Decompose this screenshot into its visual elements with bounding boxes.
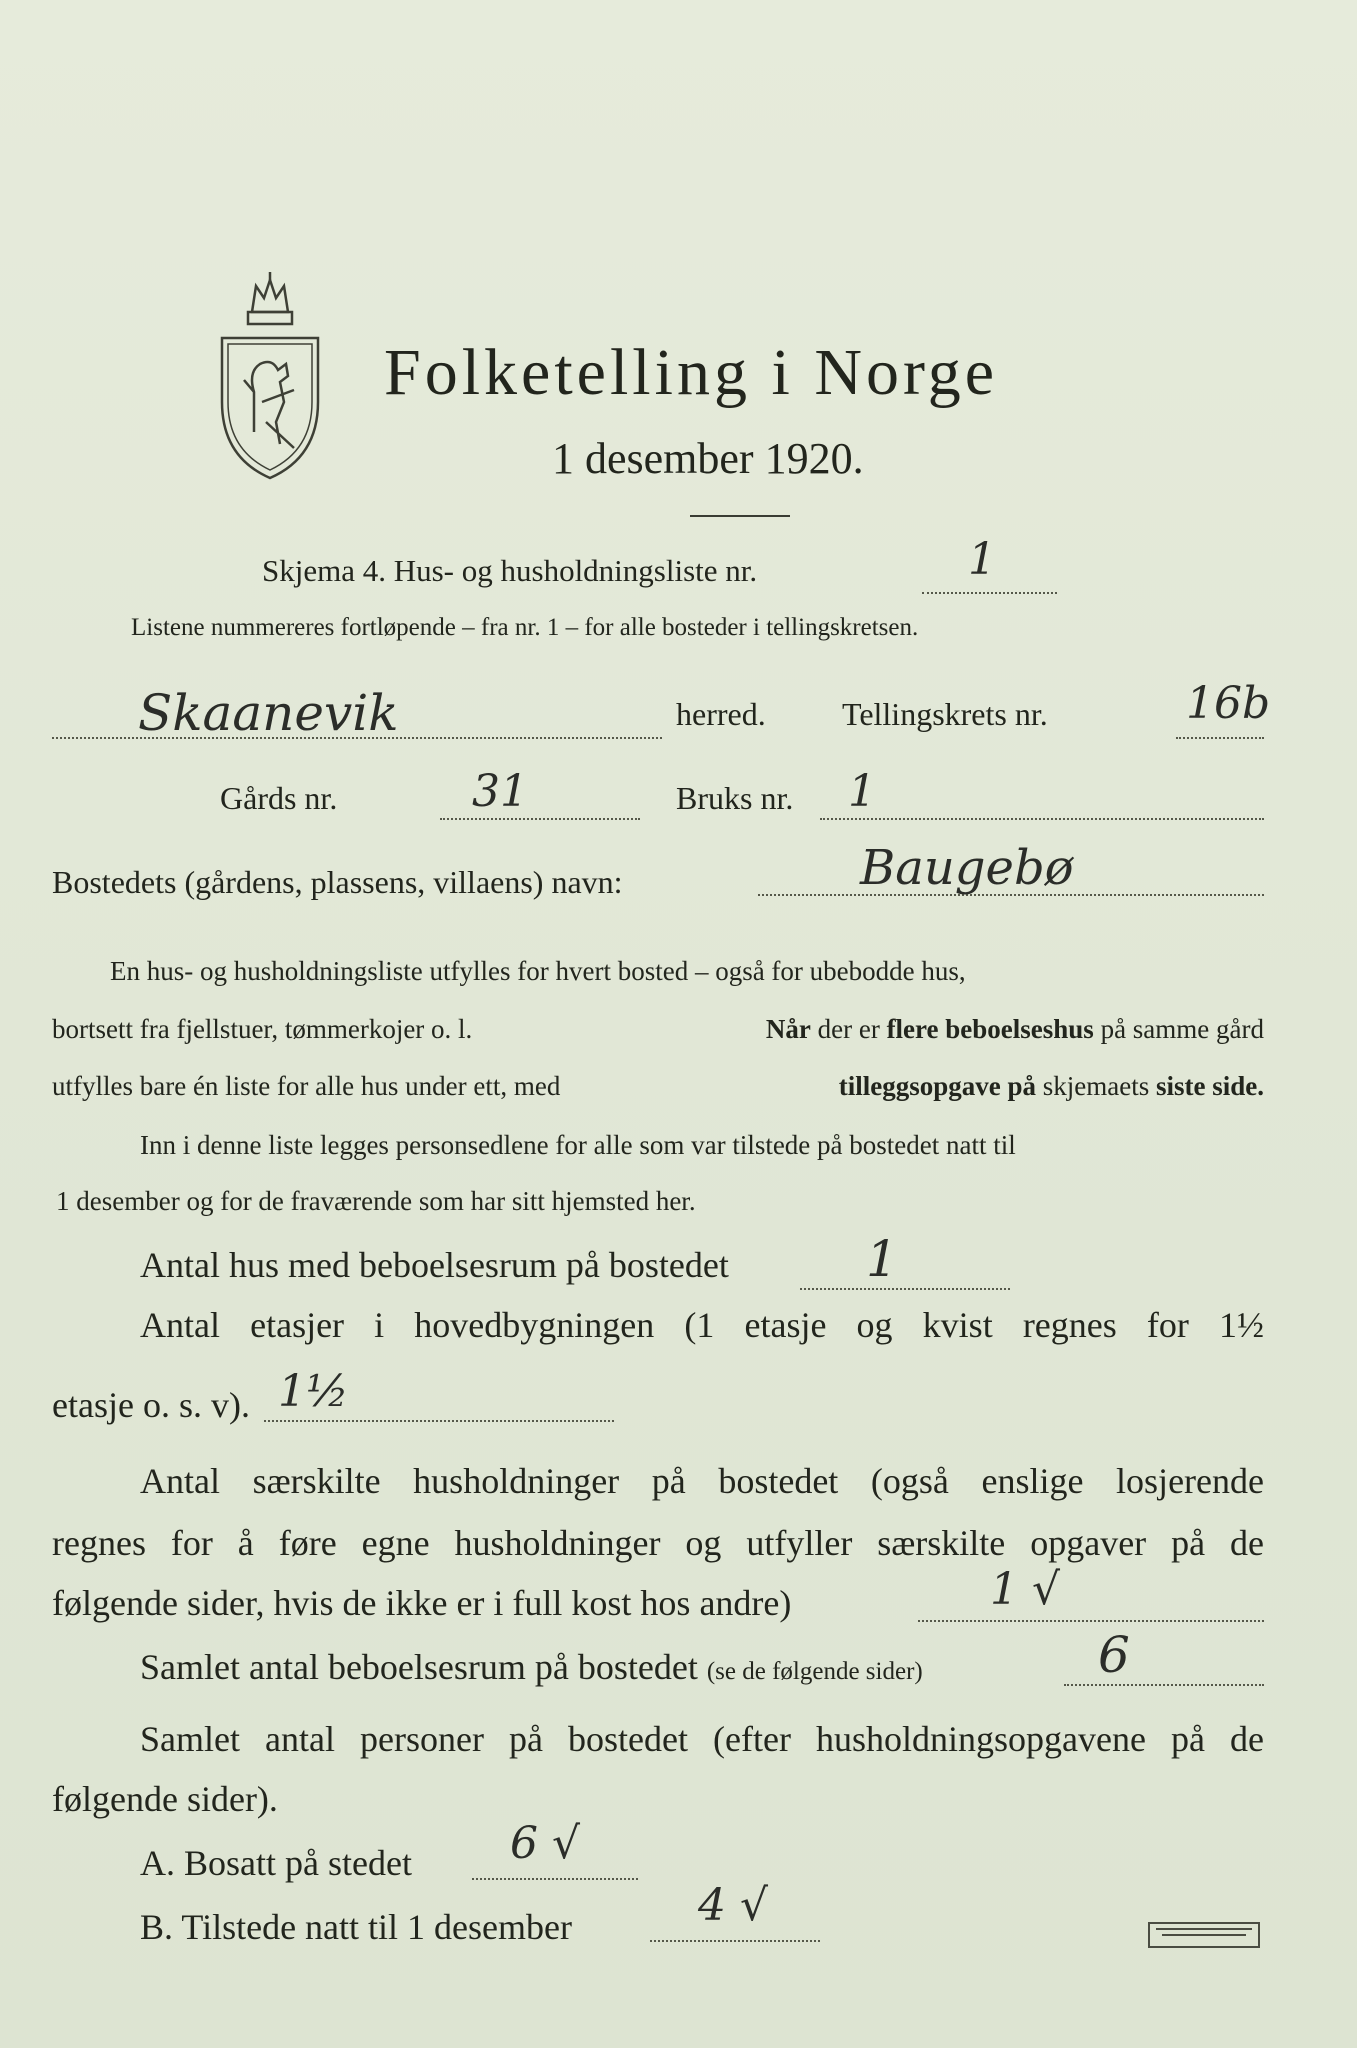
tilstede-dotted-line — [650, 1940, 820, 1942]
title-divider — [690, 515, 790, 517]
husholdninger-line1 — [140, 1460, 1264, 1502]
printer-stamp — [1148, 1922, 1260, 1948]
gards-label: Gårds nr. — [220, 780, 338, 816]
instruction-p1-line1 — [110, 956, 1264, 987]
bosted-label: Bostedets (gårdens, plassens, villaens) navn: — [52, 864, 623, 900]
instruction-text: bortsett fra fjellstuer, tømmerkojer o. l. — [52, 1014, 473, 1044]
etasjer-line2: etasje o. s. v). — [52, 1385, 250, 1425]
bosatt-dotted-line — [472, 1878, 638, 1880]
instruction-text: Inn i denne liste legges personsedlene for alle som var tilstede på bostedet natt til — [140, 1130, 1016, 1160]
bruks-label: Bruks nr. — [676, 780, 794, 816]
skjema-note: Listene nummereres fortløpende – fra nr. 1 – for alle bosteder i tellingskretsen. — [131, 614, 919, 641]
rum-dotted-line — [1064, 1684, 1264, 1686]
census-date: 1 desember 1920. — [552, 434, 864, 483]
hus-label: Antal hus med beboelsesrum på bostedet — [140, 1245, 729, 1285]
hus-dotted-line — [800, 1288, 1010, 1290]
instruction-text: der er — [817, 1014, 880, 1044]
instruction-bold: flere beboelseshus — [886, 1014, 1094, 1044]
etasjer-dotted-line — [264, 1420, 614, 1422]
bruks-value: 1 — [848, 766, 876, 817]
husholdninger-text: regnes for å føre egne husholdninger og utfyller særskilte opgaver på de — [52, 1523, 1264, 1563]
bruks-dotted-line — [820, 818, 1264, 820]
husholdninger-dotted-line — [918, 1620, 1264, 1622]
gards-dotted-line — [440, 818, 640, 820]
rum-value: 6 — [1098, 1626, 1130, 1684]
tellingskrets-dotted-line — [1176, 737, 1264, 739]
instruction-text: En hus- og husholdningsliste utfylles for hvert bosted – også for ubebodde hus, — [110, 956, 966, 986]
rum-label — [140, 1646, 923, 1688]
husholdninger-line2 — [52, 1522, 1264, 1564]
instruction-text: skjemaets — [1042, 1071, 1150, 1101]
bosatt-label: A. Bosatt på stedet — [140, 1843, 412, 1883]
husholdninger-text: Antal særskilte husholdninger på bostedet (også enslige losjerende — [140, 1461, 1264, 1501]
instruction-text: utfylles bare én liste for alle hus under ett, med — [52, 1071, 561, 1101]
bosted-value: Baugebø — [860, 840, 1074, 896]
gards-value: 31 — [472, 766, 528, 817]
instruction-p2-line2: 1 desember og for de fraværende som har sitt hjemsted her. — [56, 1186, 696, 1216]
instruction-p2-line1 — [140, 1130, 1264, 1161]
skjema-dotted-line — [922, 592, 1057, 594]
herred-label: herred. — [676, 696, 766, 732]
rum-text: Samlet antal beboelsesrum på bostedet — [140, 1647, 698, 1687]
etasjer-value: 1½ — [278, 1366, 349, 1417]
rum-note: (se de følgende sider) — [706, 1658, 923, 1685]
instruction-bold: Når — [765, 1014, 811, 1044]
bosatt-value: 6 √ — [510, 1818, 581, 1869]
husholdninger-value: 1 √ — [990, 1564, 1061, 1615]
personer-line1 — [140, 1718, 1264, 1760]
tellingskrets-label: Tellingskrets nr. — [842, 696, 1048, 732]
instruction-bold: siste side. — [1156, 1071, 1264, 1101]
tellingskrets-value: 16b — [1186, 678, 1271, 729]
etasjer-line1 — [140, 1304, 1264, 1346]
husholdninger-line3: følgende sider, hvis de ikke er i full kost hos andre) — [52, 1583, 792, 1623]
instruction-text: på samme gård — [1100, 1014, 1264, 1044]
tilstede-label: B. Tilstede natt til 1 desember — [140, 1907, 572, 1947]
instruction-p1-line2 — [52, 1014, 1264, 1045]
instruction-p1-line3 — [52, 1071, 1264, 1102]
tilstede-value: 4 √ — [698, 1880, 769, 1931]
hus-value: 1 — [866, 1230, 898, 1288]
skjema-label: Skjema 4. Hus- og husholdningsliste nr. — [262, 553, 758, 588]
instruction-bold: tilleggsopgave på — [838, 1071, 1037, 1101]
form-title: Folketelling i Norge — [384, 336, 999, 409]
etasjer-text: Antal etasjer i hovedbygningen (1 etasje og kvist regnes for 1½ — [140, 1305, 1264, 1345]
personer-line2: følgende sider). — [52, 1779, 278, 1819]
herred-value: Skaanevik — [138, 684, 399, 742]
skjema-value: 1 — [968, 534, 996, 585]
personer-text: Samlet antal personer på bostedet (efter husholdningsopgavene på de — [140, 1719, 1264, 1759]
norway-coat-of-arms-icon — [214, 272, 326, 482]
